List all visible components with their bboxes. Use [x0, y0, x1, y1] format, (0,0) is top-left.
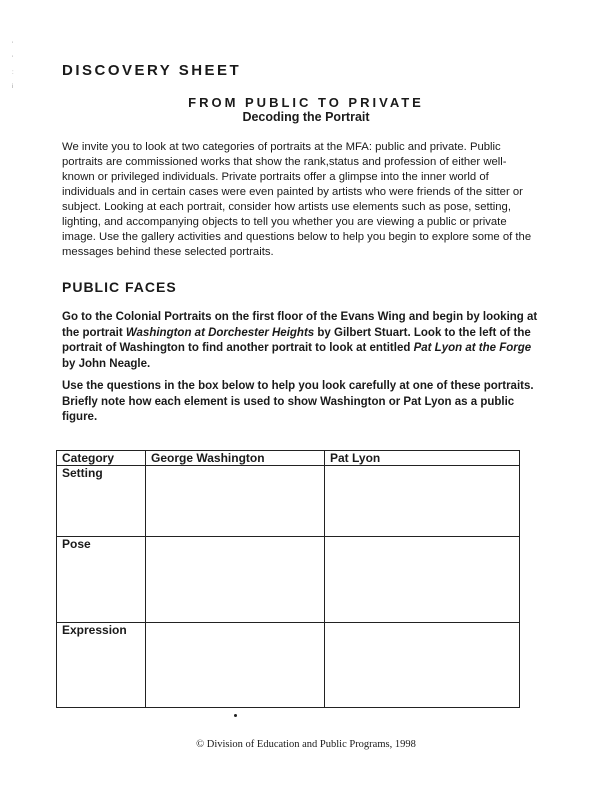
instructions-text-3: by John Neagle. [62, 357, 151, 370]
document-subheading: Decoding the Portrait [242, 110, 370, 124]
stray-dot [234, 714, 237, 717]
answer-cell-washington-pose[interactable] [146, 537, 325, 622]
answer-cell-pat-lyon-expression[interactable] [325, 623, 519, 707]
instructions-text-1: Go to the Colonial Portraits on the first floor of the Evans Wing and begin by looking at the portrait [62, 311, 538, 339]
table-row [57, 537, 519, 623]
instructions-text-2: by Gilbert Stuart. Look to the left of the portrait of Washington to find another portrait to look at entitled [62, 326, 531, 354]
margin-marks: ' ' : i [12, 42, 14, 90]
column-header-category: Category [57, 451, 146, 465]
artwork-title-washington: Washington at Dorchester Heights [125, 326, 315, 339]
table-row [57, 623, 519, 707]
section-heading: PUBLIC FACES [62, 279, 177, 295]
copyright-footer: © Division of Education and Public Programs, 1998 [196, 739, 416, 750]
questions-paragraph: Use the questions in the box below to help you look carefully at one of these portraits. Briefly note how each element is used to show Washington or Pat Lyon as a public figure. [62, 380, 534, 423]
table-header-row [57, 451, 519, 466]
row-label-expression: Expression [57, 623, 146, 707]
answer-cell-washington-setting[interactable] [146, 466, 325, 536]
intro-paragraph: We invite you to look at two categories of portraits at the MFA: public and private. Public portraits are commissioned works that show the rank,status and profession of either well-known or privileged individuals. Private portraits offer a glimpse into the inner world of individuals and in certain cases were even painted by artists who were friends of the sitter or subject. Looking at each portrait, consider how artists use elements such as pose, setting, lighting, and accompanying objects to tell you whether you are viewing a public or private image. Use the gallery activities and questions below to help you begin to explore some of the messages behind these selected portraits. [62, 141, 532, 258]
answer-cell-washington-expression[interactable] [146, 623, 325, 707]
instructions-paragraph [62, 310, 538, 372]
table-row [57, 466, 519, 537]
row-label-pose: Pose [57, 537, 146, 622]
artwork-title-pat-lyon: Pat Lyon at the Forge [413, 342, 532, 354]
row-label-setting: Setting [57, 466, 146, 536]
comparison-table [56, 450, 520, 708]
column-header-pat-lyon: Pat Lyon [330, 451, 381, 465]
answer-cell-pat-lyon-pose[interactable] [325, 537, 519, 622]
document-subtitle: FROM PUBLIC TO PRIVATE [188, 95, 424, 110]
answer-cell-pat-lyon-setting[interactable] [325, 466, 519, 536]
document-title: DISCOVERY SHEET [62, 62, 242, 79]
column-header-george-washington: George Washington [146, 451, 325, 465]
